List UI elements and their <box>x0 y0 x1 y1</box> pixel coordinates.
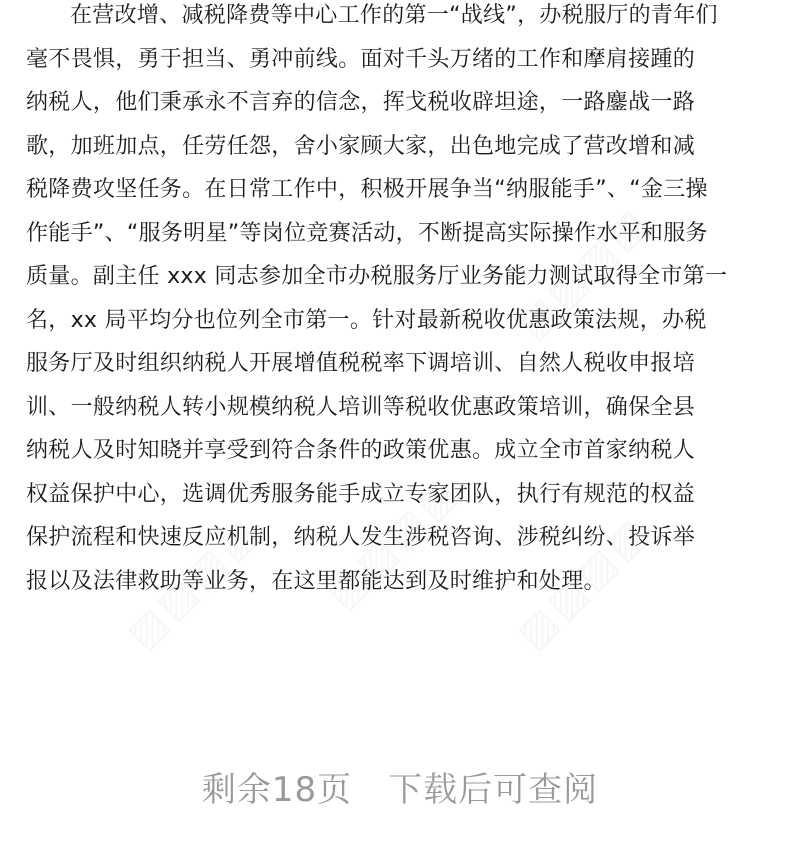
text-line: 纳税人，他们秉承永不言弃的信念，挥戈税收辟坦途，一路鏖战一路 <box>26 90 696 115</box>
remaining-pages-label: 剩余18页 <box>201 770 353 810</box>
text-line: 权益保护中心，选调优秀服务能手成立专家团队，执行有规范的权益 <box>26 481 696 507</box>
text-line: 税降费攻坚任务。在日常工作中，积极开展争当“纳服能手”、“金三操 <box>26 177 708 202</box>
watermark-decoration: ▨▨▨▨ <box>118 507 269 659</box>
download-to-view-label: 下载后可查阅 <box>388 770 599 810</box>
text-line: 歌，加班加点，任劳任怨，舍小家顾大家，出色地完成了营改增和减 <box>26 133 696 159</box>
watermark-decoration: ▨▨▨▨ <box>508 197 659 349</box>
text-line: 报以及法律救助等业务，在这里都能达到及时维护和处理。 <box>26 568 606 594</box>
text-line: 质量。副主任 xxx 同志参加全市办税服务厅业务能力测试取得全市第一 <box>26 264 728 289</box>
body-paragraph <box>26 0 728 603</box>
download-notice[interactable] <box>0 762 800 811</box>
text-line: 纳税人及时知晓并享受到符合条件的政策优惠。成立全市首家纳税人 <box>26 438 696 463</box>
text-line: 训、一般纳税人转小规模纳税人培训等税收优惠政策培训，确保全县 <box>26 394 696 420</box>
watermark-decoration: ▨▨▨▨ <box>508 507 659 659</box>
text-line: 毫不畏惧，勇于担当、勇冲前线。面对千头万绪的工作和摩肩接踵的 <box>26 46 696 72</box>
text-line: 保护流程和快速反应机制，纳税人发生涉税咨询、涉税纠纷、投诉举 <box>26 525 696 550</box>
text-line: 在营改增、减税降费等中心工作的第一“战线”，办税服厅的青年们 <box>70 3 718 28</box>
text-line: 服务厅及时组织纳税人开展增值税税率下调培训、自然人税收申报培 <box>26 351 696 376</box>
text-line: 作能手”、“服务明星”等岗位竞赛活动，不断提高实际操作水平和服务 <box>26 220 708 246</box>
text-line: 名，xx 局平均分也位列全市第一。针对最新税收优惠政策法规，办税 <box>26 307 707 333</box>
watermark-decoration: ▨▨▨▨ <box>318 467 469 619</box>
